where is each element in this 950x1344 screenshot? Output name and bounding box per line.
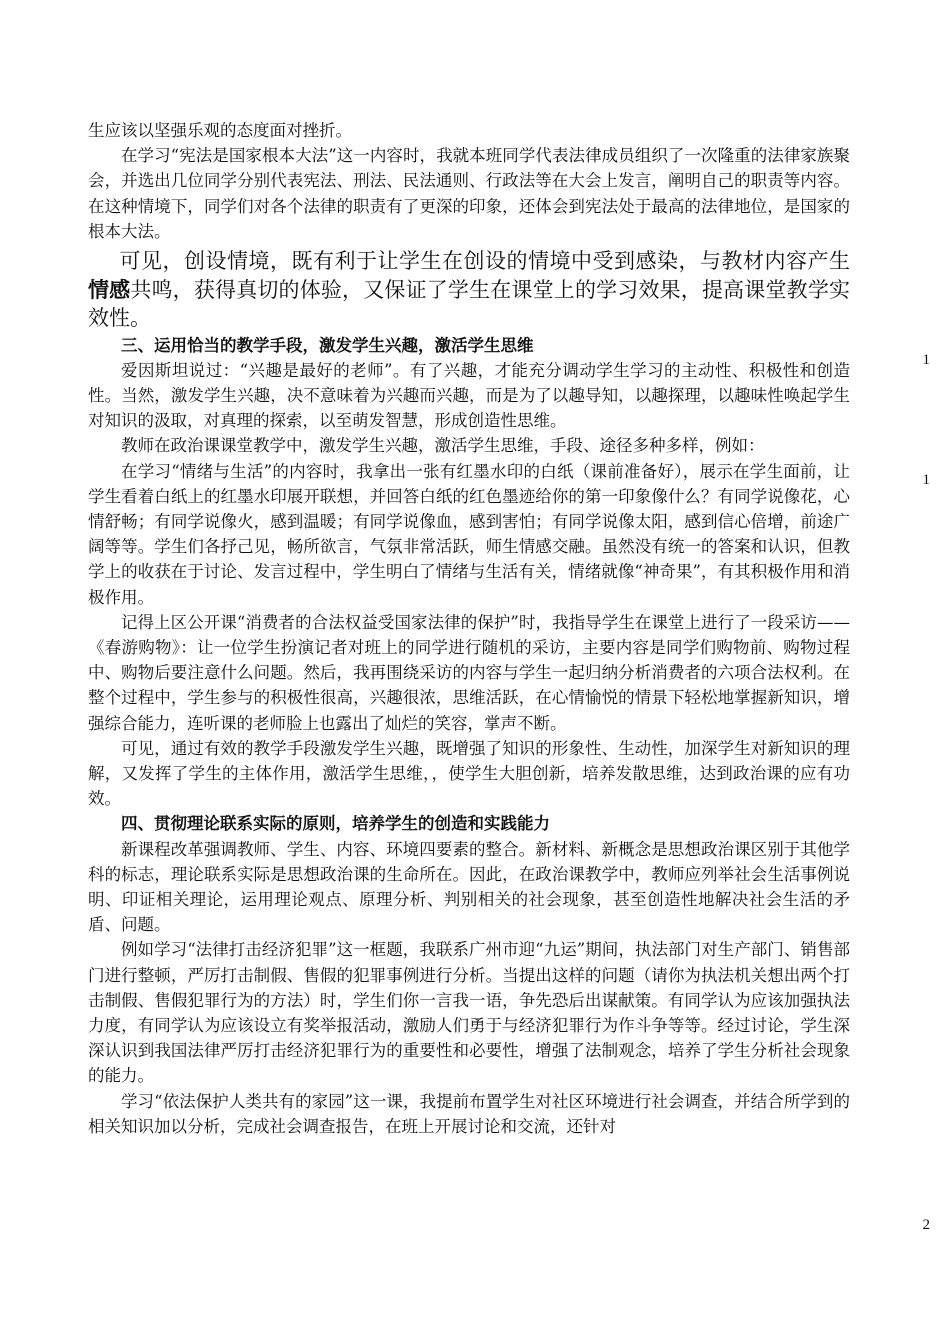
paragraph: 新课程改革强调教师、学生、内容、环境四要素的整合。新材料、新概念是思想政治课区别于其他学科的标志，理论联系实际是思想政治课的生命所在。因此，在政治课教学中，教师应列举社会生活事例说明、印证相关理论，运用理论观点、原理分析、判别相关的社会现象，甚至创造性地解决社会生活的矛盾、问题。 [88, 839, 850, 935]
paragraph: 在学习“情绪与生活”的内容时，我拿出一张有红墨水印的白纸（课前准备好），展示在学生面前，让学生看着白纸上的红墨水印展开联想，并回答白纸的红色墨迹给你的第一印象像什么？有同学说像花，心情舒畅；有同学说像火，感到温暖；有同学说像血，感到害怕；有同学说像太阳，感到信心倍增，前途广阔等等。学生们各抒己见，畅所欲言，气氛非常活跃，师生情感交融。虽然没有统一的答案和认识，但教学上的收获在于讨论、发言过程中，学生明白了情绪与生活有关，情绪就像“神奇果”，有其积极作用和消极作用。 [88, 461, 850, 607]
margin-mark: 2 [922, 1217, 930, 1233]
document-body [88, 118, 850, 1139]
paragraph: 教师在政治课课堂教学中，激发学生兴趣，激活学生思维，手段、途径多种多样，例如： [121, 436, 765, 456]
paragraph: 生应该以坚强乐观的态度面对挫折。 [88, 121, 352, 140]
paragraph: 爱因斯坦说过：“兴趣是最好的老师”。有了兴趣，才能充分调动学生学习的主动性、积极性和创造性。当然，激发学生兴趣，决不意味着为兴趣而兴趣，而是为了以趣导知，以趣探理，以趣味性唤起学生对知识的汲取，对真理的探索，以至萌发智慧，形成创造性思维。 [88, 360, 850, 431]
bold-word: 情感 [88, 276, 131, 302]
paragraph: 例如学习“法律打击经济犯罪”这一框题，我联系广州市迎“九运”期间，执法部门对生产部门、销售部门进行整顿，严厉打击制假、售假的犯罪事例进行分析。当提出这样的问题（请你为执法机关想出两个打击制假、售假犯罪行为的方法）时，学生们你一言我一语，争先恐后出谋献策。有同学认为应该加强执法力度，有同学认为应该设立有奖举报活动，激励人们勇于与经济犯罪行为作斗争等等。经过讨论，学生深深认识到我国法律严厉打击经济犯罪行为的重要性和必要性，增强了法制观念，培养了学生分析社会现象的能力。 [88, 940, 850, 1086]
margin-mark: 1 [922, 472, 930, 488]
paragraph: 在学习“宪法是国家根本大法”这一内容时，我就本班同学代表法律成员组织了一次隆重的法律家族聚会，并选出几位同学分别代表宪法、刑法、民法通则、行政法等在大会上发言，阐明自己的职责等内容。在这种情境下，同学们对各个法律的职责有了更深的印象，还体会到宪法处于最高的法律地位，是国家的根本大法。 [88, 146, 850, 241]
paragraph: 可见，通过有效的教学手段激发学生兴趣，既增强了知识的形象性、生动性，加深学生对新知识的理解，又发挥了学生的主体作用，激活学生思维，，使学生大胆创新，培养发散思维，达到政治课的应有功效。 [88, 738, 850, 809]
paragraph: 记得上区公开课“消费者的合法权益受国家法律的保护”时，我指导学生在课堂上进行了一段采访——《春游购物》：让一位学生扮演记者对班上的同学进行随机的采访，主要内容是同学们购物前、购物过程中、购物后要注意什么问题。然后，我再围绕采访的内容与学生一起归纳分析消费者的六项合法权利。在整个过程中，学生参与的积极性很高，兴趣很浓，思维活跃，在心情愉悦的情景下轻松地掌握新知识，增强综合能力，连听课的老师脸上也露出了灿烂的笑容，掌声不断。 [88, 612, 850, 733]
emphasis-paragraph: 可见，创设情境，既有利于让学生在创设的情境中受到感染，与教材内容产生情感共鸣，获得真切的体验，又保证了学生在课堂上的学习效果，提高课堂教学实效性。 [88, 249, 850, 331]
margin-mark: 1 [922, 352, 930, 368]
paragraph: 学习“依法保护人类共有的家园”这一课，我提前布置学生对社区环境进行社会调查，并结合所学到的相关知识加以分析，完成社会调查报告，在班上开展讨论和交流，还针对 [88, 1091, 850, 1136]
section-heading: 四、贯彻理论联系实际的原则，培养学生的创造和实践能力 [121, 814, 550, 834]
section-heading: 三、运用恰当的教学手段，激发学生兴趣，激活学生思维 [121, 335, 534, 355]
